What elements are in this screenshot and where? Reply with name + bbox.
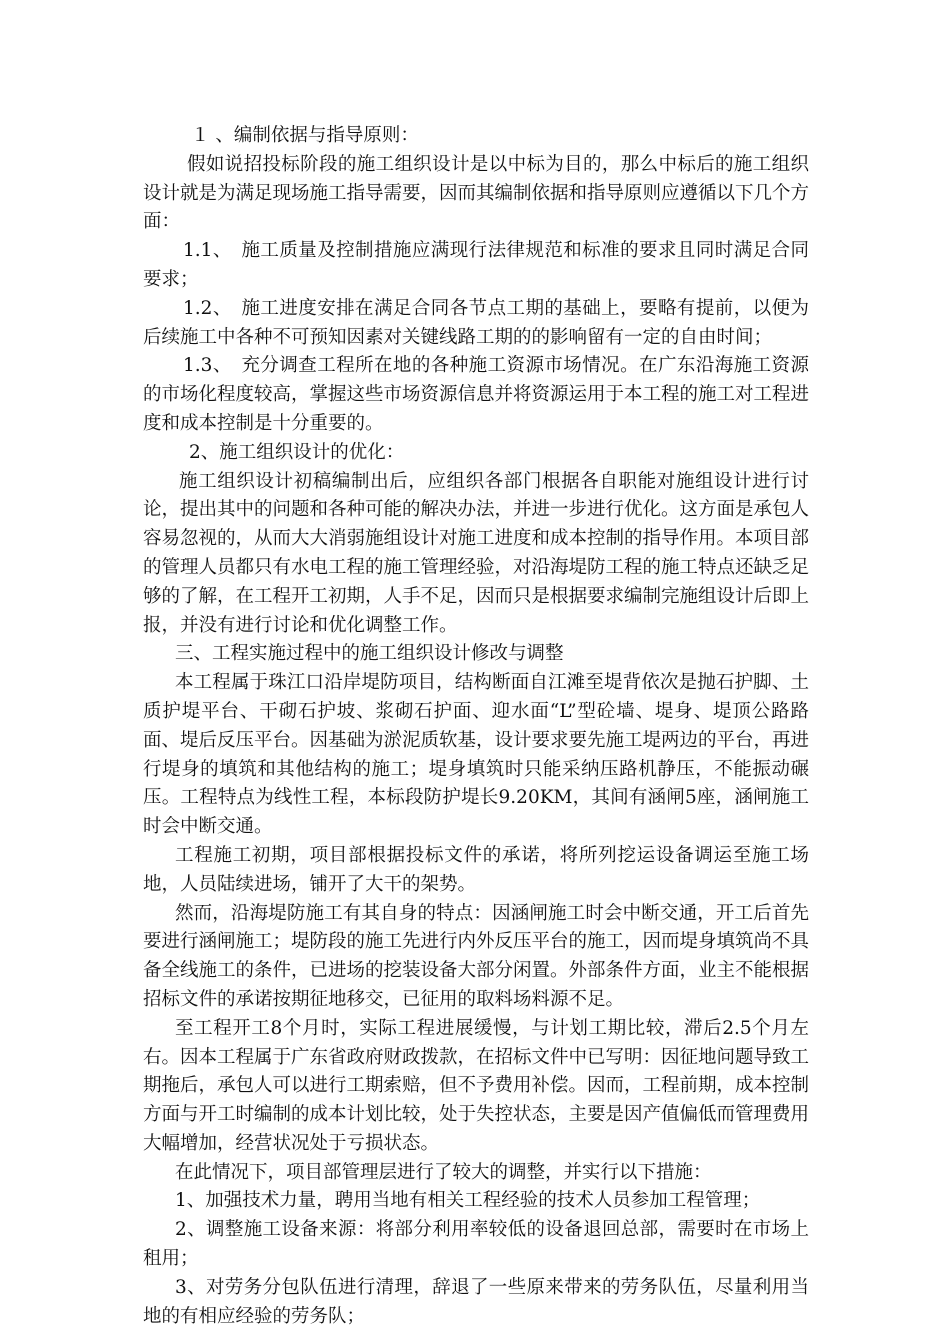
paragraph-optimization: 施工组织设计初稿编制出后，应组织各部门根据各自职能对施组设计进行讨论，提出其中的问题和各种可能的解决办法，并进一步进行优化。这方面是承包人容易忽视的，从而大大消弱施组设计对施工进度和成本控制的指导作用。本项目部的管理人员都只有水电工程的施工管理经验，对沿海堤防工程的施工特点还缺乏足够的了解，在工程开工初期，人手不足，因而只是根据要求编制完施组设计后即上报，并没有进行讨论和优化调整工作。 [143, 470, 810, 636]
list-item-measure-3: 3、对劳务分包队伍进行清理，辞退了一些原来带来的劳务队伍，尽量利用当地的有相应经验的劳务队； [143, 1276, 809, 1327]
section-heading-compilation-basis: １ 、编制依据与指导原则： [191, 125, 419, 146]
section-heading-revision: 三、工程实施过程中的施工组织设计修改与调整 [175, 643, 564, 665]
paragraph-site-characteristics: 然而，沿海堤防施工有其自身的特点：因涵闸施工时会中断交通，开工后首先要进行涵闸施工；堤防段的施工先进行内外反压平台的施工，因而堤身填筑尚不具备全线施工的条件，已进场的挖装设备大部分闲置。外部条件方面，业主不能根据招标文件的承诺按期征地移交，已征用的取料场料源不足。 [143, 902, 810, 1010]
paragraph-measures-intro: 在此情况下，项目部管理层进行了较大的调整，并实行以下措施： [175, 1161, 712, 1183]
paragraph-initial-phase: 工程施工初期，项目部根据投标文件的承诺，将所列挖运设备调运至施工场地，人员陆续进场，铺开了大干的架势。 [143, 844, 809, 895]
list-item-measure-2: 2、调整施工设备来源：将部分利用率较低的设备退回总部，需要时在市场上租用； [143, 1219, 809, 1270]
document-body [143, 122, 809, 1331]
list-item-1-1: 1.1、 施工质量及控制措施应满现行法律规范和标准的要求且同时满足合同要求； [143, 240, 809, 290]
section-heading-optimization: 2、施工组织设计的优化： [189, 441, 405, 463]
paragraph-progress-status: 至工程开工8个月时，实际工程进展缓慢，与计划工期比较，滞后2.5个月左右。因本工程属于广东省政府财政拨款，在招标文件中已写明：因征地问题导致工期拖后，承包人可以进行工期索赔，但不予费用补偿。因而，工程前期，成本控制方面与开工时编制的成本计划比较，处于失控状态，主要是因产值偏低而管理费用大幅增加，经营状况处于亏损状态。 [143, 1017, 810, 1154]
list-item-1-2: 1.2、 施工进度安排在满足合同各节点工期的基础上，要略有提前，以便为后续施工中各种不可预知因素对关键线路工期的的影响留有一定的自由时间； [143, 297, 809, 348]
paragraph-project-overview: 本工程属于珠江口沿岸堤防项目，结构断面自江滩至堤背依次是抛石护脚、土质护堤平台、干砌石护坡、浆砌石护面、迎水面“L”型砼墙、堤身、堤顶公路路面、堤后反压平台。因基础为淤泥质软基，设计要求要先施工堤两边的平台，再进行堤身的填筑和其他结构的施工；堤身填筑时只能采纳压路机静压，不能振动碾压。工程特点为线性工程，本标段防护堤长9.20KM，其间有涵闸5座，涵闸施工时会中断交通。 [143, 672, 810, 838]
list-item-measure-1: 1、加强技术力量，聘用当地有相关工程经验的技术人员参加工程管理； [175, 1190, 761, 1212]
list-item-1-3: 1.3、 充分调查工程所在地的各种施工资源市场情况。在广东沿海施工资源的市场化程度较高，掌握这些市场资源信息并将资源运用于本工程的施工对工程进度和成本控制是十分重要的。 [143, 355, 810, 434]
paragraph-intro: 假如说招投标阶段的施工组织设计是以中标为目的，那么中标后的施工组织设计就是为满足现场施工指导需要，因而其编制依据和指导原则应遵循以下几个方面： [143, 153, 810, 233]
